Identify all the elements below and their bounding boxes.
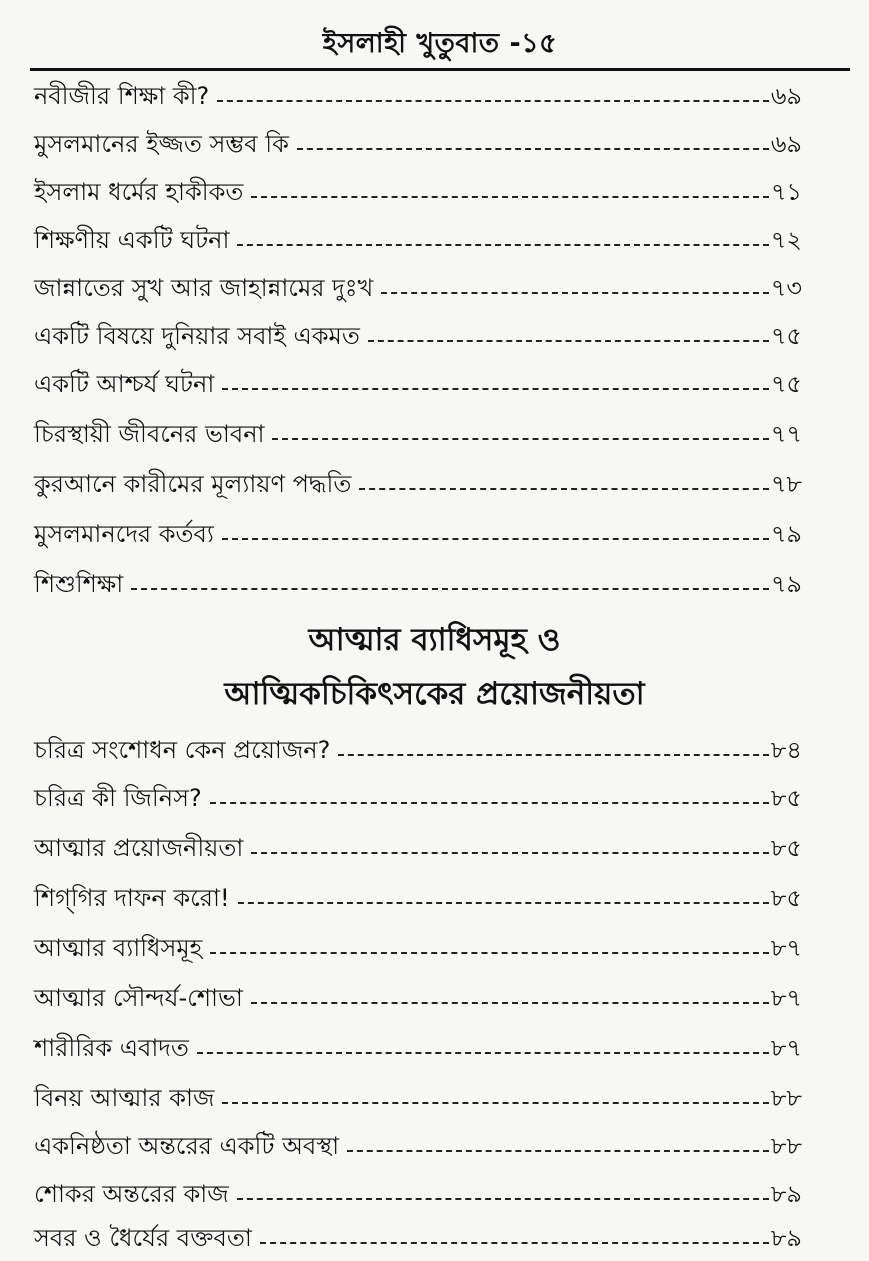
toc-entry-page: ৮৪ [770, 736, 802, 764]
toc-entry-page: ৭৫ [770, 322, 802, 350]
toc-entry[interactable] [34, 732, 802, 772]
toc-entry-page: ৮৭ [770, 984, 802, 1012]
toc-entry[interactable] [34, 1220, 802, 1260]
toc-entry[interactable] [34, 880, 802, 920]
dot-leader [297, 148, 769, 150]
toc-entry-page: ৮৯ [770, 1180, 802, 1208]
toc-entry-title: শিগ্‌গির দাফন করো! [34, 884, 230, 912]
dot-leader [381, 292, 769, 294]
toc-entry-page: ৬৯ [770, 130, 802, 158]
toc-entry-title: শিক্ষণীয় একটি ঘটনা [34, 226, 230, 254]
dot-leader [210, 952, 769, 954]
toc-entry-title: নবীজীর শিক্ষা কী? [34, 82, 210, 110]
dot-leader [131, 588, 769, 590]
dot-leader [251, 1002, 769, 1004]
header-title: ইসলাহী খুতুবাত -১৫ [322, 28, 558, 59]
toc-entry[interactable] [34, 1176, 802, 1216]
toc-entry[interactable] [34, 174, 802, 214]
dot-leader [359, 488, 768, 490]
toc-entry-page: ৭৮ [770, 470, 802, 498]
dot-leader [338, 754, 768, 756]
dot-leader [251, 852, 769, 854]
toc-entry-title: একনিষ্ঠতা অন্তরের একটি অবস্থা [34, 1132, 340, 1160]
toc-entry-page: ৮৮ [770, 1084, 802, 1112]
toc-entry-title: একটি আশ্চর্য ঘটনা [34, 370, 215, 398]
toc-entry-title: শিশুশিক্ষা [34, 570, 124, 598]
toc-entry-page: ৮৫ [770, 784, 802, 812]
toc-entry-title: চরিত্র সংশোধন কেন প্রয়োজন? [34, 736, 331, 764]
toc-entry-page: ৭৫ [770, 370, 802, 398]
toc-entry-title: একটি বিষয়ে দুনিয়ার সবাই একমত [34, 322, 360, 350]
toc-entry[interactable] [34, 1030, 802, 1070]
toc-entry[interactable] [34, 516, 802, 556]
section-heading-line1: আত্মার ব্যাধিসমূহ ও [308, 622, 561, 658]
toc-entry-page: ৭৯ [770, 570, 802, 598]
toc-entry[interactable] [34, 830, 802, 870]
toc-entry-page: ৭২ [770, 226, 802, 254]
toc-entry-page: ৮৭ [770, 1034, 802, 1062]
toc-entry-title: আত্মার প্রয়োজনীয়তা [34, 834, 244, 862]
toc-entry-title: মুসলমানদের কর্তব্য [34, 520, 214, 548]
toc-entry-title: জান্নাতের সুখ আর জাহান্নামের দুঃখ [34, 274, 374, 302]
toc-entry[interactable] [34, 78, 802, 118]
toc-entry[interactable] [34, 980, 802, 1020]
running-header [30, 22, 850, 71]
dot-leader [237, 1198, 769, 1200]
toc-entry-page: ৮৫ [770, 834, 802, 862]
dot-leader [210, 802, 769, 804]
toc-entry[interactable] [34, 318, 802, 358]
dot-leader [272, 438, 768, 440]
dot-leader [222, 1102, 768, 1104]
toc-entry-page: ৮৫ [770, 884, 802, 912]
dot-leader [197, 1052, 769, 1054]
dot-leader [237, 244, 768, 246]
toc-entry-title: আত্মার ব্যাধিসমূহ [34, 934, 203, 962]
toc-entry-title: কুরআনে কারীমের মূল্যায়ণ পদ্ধতি [34, 470, 352, 498]
section-heading-line2: আত্মিকচিকিৎসকের প্রয়োজনীয়তা [224, 676, 645, 712]
toc-entry-title: মুসলমানের ইজ্জত সম্ভব কি [34, 130, 289, 158]
toc-entry-title: ইসলাম ধর্মের হাকীকত [34, 178, 244, 206]
dot-leader [368, 340, 769, 342]
dot-leader [347, 1150, 769, 1152]
toc-entry[interactable] [34, 1080, 802, 1120]
toc-entry-page: ৮৮ [770, 1132, 802, 1160]
toc-entry[interactable] [34, 126, 802, 166]
toc-entry-title: আত্মার সৌন্দর্য-শোভা [34, 984, 243, 1012]
toc-entry[interactable] [34, 466, 802, 506]
dot-leader [260, 1242, 769, 1244]
toc-entry-title: শোকর অন্তরের কাজ [34, 1180, 229, 1208]
toc-entry[interactable] [34, 780, 802, 820]
toc-entry-title: চিরস্থায়ী জীবনের ভাবনা [34, 420, 265, 448]
toc-entry-page: ৭৩ [770, 274, 802, 302]
toc-entry-page: ৮৭ [770, 934, 802, 962]
dot-leader [238, 902, 769, 904]
toc-entry-page: ৮৯ [770, 1224, 802, 1252]
toc-entry-page: ৬৯ [770, 82, 802, 110]
toc-entry-title: শারীরিক এবাদত [34, 1034, 189, 1062]
toc-entry-title: চরিত্র কী জিনিস? [34, 784, 202, 812]
toc-entry-page: ৭৯ [770, 520, 802, 548]
toc-entry[interactable] [34, 416, 802, 456]
toc-entry[interactable] [34, 222, 802, 262]
toc-entry-page: ৭১ [770, 178, 802, 206]
toc-entry[interactable] [34, 566, 802, 606]
dot-leader [222, 538, 769, 540]
dot-leader [217, 100, 769, 102]
toc-entry[interactable] [34, 270, 802, 310]
toc-entry-page: ৭৭ [770, 420, 802, 448]
toc-entry[interactable] [34, 930, 802, 970]
toc-entry[interactable] [34, 366, 802, 406]
toc-entry-title: সবর ও ধৈর্যের বক্তবতা [34, 1224, 252, 1252]
dot-leader [222, 388, 769, 390]
toc-entry-title: বিনয় আত্মার কাজ [34, 1084, 215, 1112]
dot-leader [251, 196, 768, 198]
toc-entry[interactable] [34, 1128, 802, 1168]
